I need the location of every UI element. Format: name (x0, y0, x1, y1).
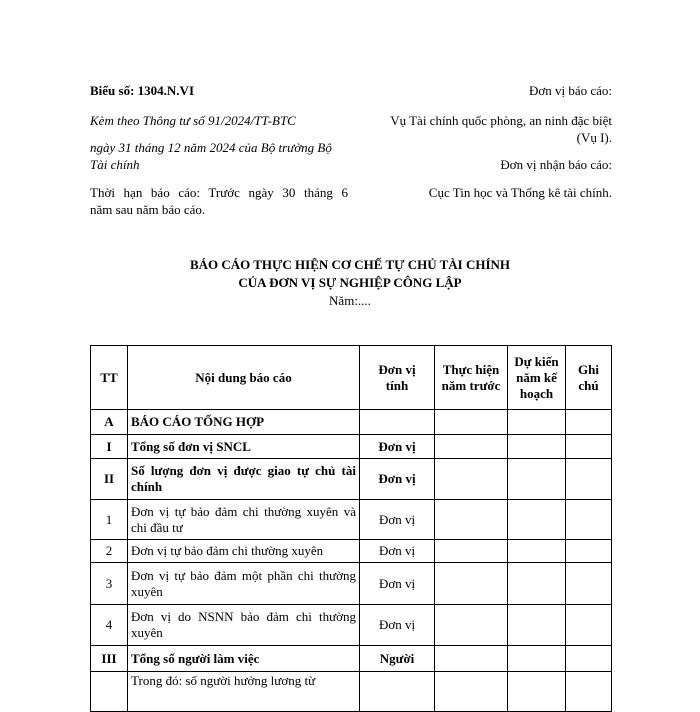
table-row: II Số lượng đơn vị được giao tự chủ tài chính Đơn vị (91, 459, 612, 500)
table-row: 3 Đơn vị tự bảo đảm một phần chi thường xuyên Đơn vị (91, 563, 612, 605)
deadline-line2: năm sau năm báo cáo. (90, 202, 206, 217)
reporting-unit-label: Đơn vị báo cáo: (528, 83, 612, 98)
report-year: Năm:.... (329, 293, 371, 308)
report-title (0, 256, 700, 310)
attached-circular-line3: Tài chính (90, 157, 140, 172)
attached-circular-line1: Kèm theo Thông tư số 91/2024/TT-BTC (90, 113, 296, 128)
reporting-unit-line2: (Vụ I). (576, 130, 612, 145)
table-row: 4 Đơn vị do NSNN bảo đảm chi thường xuyên Đơn vị (91, 605, 612, 646)
table-row: 1 Đơn vị tự bảo đảm chi thường xuyên và chi đầu tư Đơn vị (91, 500, 612, 540)
table-row: 2 Đơn vị tự bảo đảm chi thường xuyên Đơn vị (91, 540, 612, 563)
report-title-line1: BÁO CÁO THỰC HIỆN CƠ CHẾ TỰ CHỦ TÀI CHÍNH (189, 257, 511, 272)
table-header-row (91, 346, 612, 410)
report-title-line2: CỦA ĐƠN VỊ SỰ NGHIỆP CÔNG LẬP (238, 275, 462, 290)
header-previous-year: Thực hiện năm trước (435, 346, 508, 410)
report-table (90, 345, 612, 712)
header-unit: Đơn vị tính (360, 346, 435, 410)
table-row: III Tổng số người làm việc Người (91, 646, 612, 672)
header-tt: TT (91, 346, 128, 410)
table-row: I Tổng số đơn vị SNCL Đơn vị (91, 435, 612, 459)
table-row: Trong đó: số người hưởng lương từ (91, 672, 612, 712)
reporting-unit-line1: Vụ Tài chính quốc phòng, an ninh đặc biệt (390, 113, 612, 128)
form-number: Biểu số: 1304.N.VI (90, 83, 195, 98)
receiving-unit: Cục Tin học và Thống kê tài chính. (428, 185, 612, 200)
attached-circular-line2: ngày 31 tháng 12 năm 2024 của Bộ trưởng Bộ (90, 140, 332, 155)
header-note: Ghi chú (566, 346, 612, 410)
header-content: Nội dung báo cáo (128, 346, 360, 410)
receiving-unit-label: Đơn vị nhận báo cáo: (500, 157, 612, 172)
header-plan-year: Dự kiến năm kế hoạch (508, 346, 566, 410)
table-row: A BÁO CÁO TỔNG HỢP (91, 410, 612, 435)
deadline-line1: Thời hạn báo cáo: Trước ngày 30 tháng 6 (90, 185, 348, 200)
